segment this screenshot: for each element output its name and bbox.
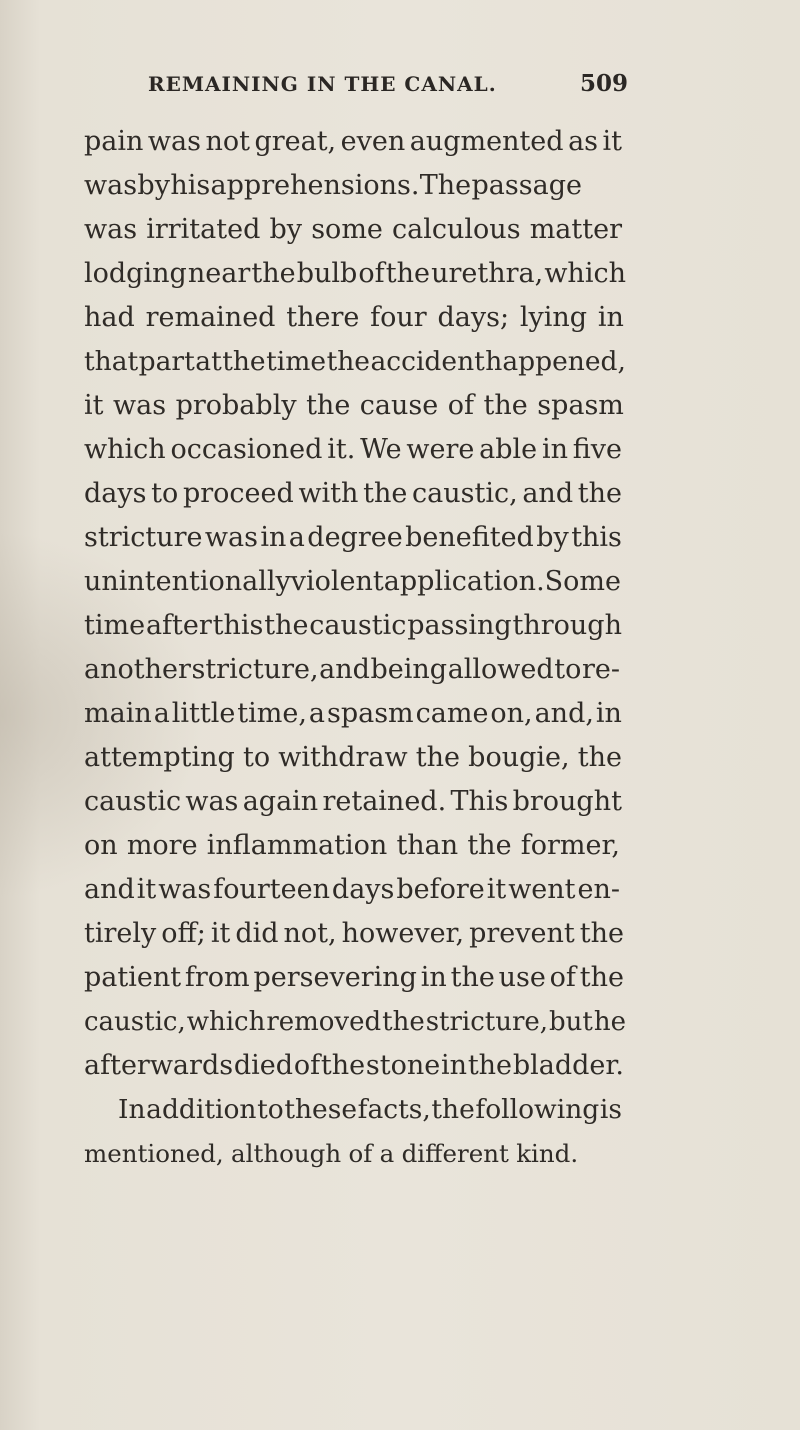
text-line: time after this the caustic passing through xyxy=(84,610,622,641)
text-line: it was probably the cause of the spasm xyxy=(84,390,624,421)
text-line: stricture was in a degree benefited by this xyxy=(84,522,622,553)
text-line: mentioned, although of a different kind. xyxy=(84,1139,579,1168)
page-number: 509 xyxy=(579,70,628,97)
text-line: days to proceed with the caustic, and the xyxy=(84,478,622,509)
text-line: on more inflammation than the former, xyxy=(84,830,620,861)
running-title: REMAINING IN THE CANAL. xyxy=(148,72,497,96)
text-line: patient from persevering in the use of the xyxy=(84,962,624,993)
text-line: had remained there four days; lying in xyxy=(84,302,624,333)
text-line: which occasioned it. We were able in five xyxy=(84,434,622,465)
text-line: tirely off; it did not, however, prevent the xyxy=(84,918,624,949)
text-line: caustic, which removed the stricture, but he xyxy=(84,1007,626,1037)
text-line: caustic was again retained. This brought xyxy=(84,786,622,817)
text-line: pain was not great, even augmented as it xyxy=(84,126,622,157)
text-line: In addition to these facts, the following is xyxy=(118,1094,622,1125)
text-line: unintentionally violent application. Some xyxy=(84,566,621,597)
text-line: lodging near the bulb of the urethra, which xyxy=(84,258,626,289)
text-line: main a little time, a spasm came on, and, in xyxy=(84,698,622,729)
text-line: was by his apprehensions. The passage xyxy=(84,170,582,201)
text-line: that part at the time the accident happened, xyxy=(84,346,626,377)
text-line: was irritated by some calculous matter xyxy=(84,214,622,245)
text-line: and it was fourteen days before it went en- xyxy=(84,874,620,905)
page-header xyxy=(148,72,628,102)
text-line: afterwards died of the stone in the bladder. xyxy=(84,1050,624,1081)
text-line: another stricture, and being allowed to re- xyxy=(84,654,620,685)
text-line: attempting to withdraw the bougie, the xyxy=(84,742,622,773)
